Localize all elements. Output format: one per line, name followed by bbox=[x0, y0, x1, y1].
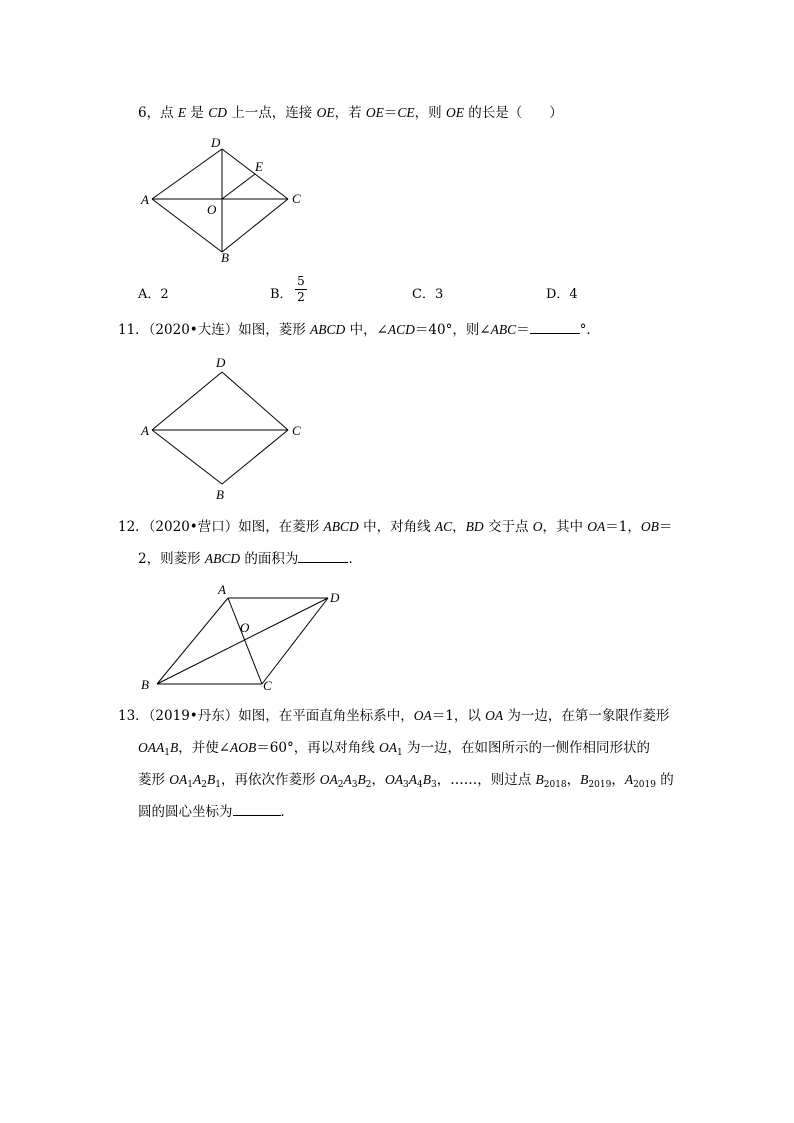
option-b-denominator: 2 bbox=[297, 290, 305, 304]
option-a: A．2 bbox=[138, 287, 169, 302]
segment-oa: OA bbox=[587, 519, 606, 534]
q12-stem-line1 bbox=[118, 518, 672, 536]
label-a: A bbox=[141, 423, 149, 438]
subscript: 3 bbox=[403, 780, 409, 790]
text: 上一点，连接 bbox=[227, 105, 317, 121]
shape-label: A bbox=[408, 772, 417, 787]
subscript: 2019 bbox=[588, 780, 612, 790]
angle-abc: ABC bbox=[490, 322, 517, 337]
text: ，若 bbox=[334, 105, 366, 121]
point-o: O bbox=[532, 519, 543, 534]
angle-acd: ACD bbox=[387, 322, 415, 337]
text: 交于点 bbox=[483, 519, 533, 535]
text: ，……，则过点 bbox=[436, 772, 536, 788]
text: ． bbox=[280, 804, 294, 820]
shape-label: B bbox=[169, 740, 179, 755]
label-b: B bbox=[221, 250, 229, 265]
text: ，则 bbox=[414, 105, 446, 121]
segment-ob: OB bbox=[640, 519, 659, 534]
q10-figure-labels bbox=[140, 135, 301, 265]
text: ＝60°，再以对角线 bbox=[256, 740, 380, 756]
diagonal-ac bbox=[228, 598, 262, 684]
shape-abcd: ABCD bbox=[204, 551, 241, 566]
text: ，再依次作菱形 bbox=[221, 772, 320, 788]
text: 是 bbox=[186, 105, 209, 121]
segment-oe: OE bbox=[365, 105, 384, 120]
segment-ad bbox=[152, 149, 222, 199]
text: ＝ bbox=[516, 322, 530, 338]
text: 中，对角线 bbox=[358, 519, 435, 535]
q12-figure bbox=[157, 598, 328, 684]
option-b-numerator: 5 bbox=[297, 274, 305, 288]
shape-label: OA bbox=[319, 772, 338, 787]
q13-stem-line2 bbox=[138, 739, 650, 757]
segment-ce: CE bbox=[397, 105, 415, 120]
label-d: D bbox=[216, 355, 226, 370]
label-b: B bbox=[141, 677, 149, 692]
option-d: D．4 bbox=[546, 287, 578, 302]
text: ， bbox=[452, 519, 466, 535]
label-e: E bbox=[255, 159, 263, 174]
subscript: 3 bbox=[430, 780, 437, 790]
subscript: 1 bbox=[187, 780, 194, 790]
text: ＝ bbox=[658, 519, 673, 535]
segment-oe: OE bbox=[316, 105, 335, 120]
answer-blank bbox=[530, 321, 580, 334]
segment-dc bbox=[262, 598, 328, 684]
label-c: C bbox=[292, 191, 301, 206]
subscript: 4 bbox=[416, 780, 423, 790]
segment-ad bbox=[152, 372, 222, 430]
text: 2，则菱形 bbox=[138, 551, 205, 567]
label-d: D bbox=[211, 135, 221, 150]
subscript: 3 bbox=[351, 780, 358, 790]
segment-cb bbox=[222, 430, 288, 484]
q13-stem-line3 bbox=[138, 771, 674, 789]
text: 圆的圆心坐标为 bbox=[138, 804, 233, 820]
q13-stem-line4 bbox=[138, 803, 294, 821]
subscript: 2 bbox=[201, 780, 208, 790]
text: 菱形 bbox=[138, 772, 170, 788]
shape-label: A bbox=[193, 772, 202, 787]
text: 13．（2019•丹东）如图，在平面直角坐标系中， bbox=[118, 708, 414, 724]
text: 11．（2020•大连）如图，菱形 bbox=[118, 322, 311, 338]
subscript: 1 bbox=[215, 780, 221, 790]
point-label: B bbox=[580, 772, 589, 787]
shape-label: B bbox=[207, 772, 216, 787]
diagonal-ac-label: AC bbox=[434, 519, 453, 534]
q11-stem bbox=[118, 321, 600, 339]
text: ＝1， bbox=[605, 519, 641, 535]
text: °． bbox=[579, 322, 600, 338]
point-e: E bbox=[177, 105, 187, 120]
text: ，其中 bbox=[542, 519, 588, 535]
text: 的长是（ ） bbox=[463, 105, 563, 121]
label-c: C bbox=[292, 423, 301, 438]
segment-ba bbox=[157, 598, 228, 684]
segment-cb bbox=[222, 199, 288, 252]
q12-stem-line2 bbox=[138, 550, 362, 568]
text: ，并使∠ bbox=[178, 740, 231, 756]
text: ， bbox=[611, 772, 625, 788]
text: 6，点 bbox=[138, 105, 178, 121]
diagonal-bd-label: BD bbox=[465, 519, 484, 534]
option-c: C．3 bbox=[412, 287, 444, 302]
segment-oe bbox=[222, 174, 255, 199]
q12-figure-labels bbox=[141, 582, 340, 693]
label-a: A bbox=[141, 192, 149, 207]
label-a: A bbox=[218, 582, 226, 597]
text: 为一边，在如图所示的一侧作相同形状的 bbox=[402, 740, 651, 756]
q11-figure bbox=[152, 372, 288, 484]
answer-blank bbox=[298, 550, 348, 563]
angle-aob: AOB bbox=[230, 740, 257, 755]
shape-label: A bbox=[343, 772, 352, 787]
subscript: 2018 bbox=[543, 780, 567, 790]
segment-oa: OA bbox=[485, 708, 504, 723]
shape-label: B bbox=[357, 772, 366, 787]
segment-cd: CD bbox=[208, 105, 227, 120]
text: 的面积为 bbox=[240, 551, 299, 567]
text: 中，∠ bbox=[345, 322, 388, 338]
point-label: A bbox=[624, 772, 634, 787]
text: ． bbox=[348, 551, 362, 567]
segment-label: OA bbox=[379, 740, 398, 755]
diagonal-bd bbox=[157, 598, 328, 684]
q10-figure bbox=[152, 149, 288, 252]
subscript: 2 bbox=[365, 780, 372, 790]
segment-dc bbox=[222, 372, 288, 430]
segment-oa: OA bbox=[413, 708, 432, 723]
shape-label: OAA bbox=[138, 740, 165, 755]
text: ＝1，以 bbox=[431, 708, 486, 724]
answer-blank bbox=[233, 803, 281, 816]
subscript: 1 bbox=[164, 748, 170, 758]
shape-label: OA bbox=[169, 772, 188, 787]
label-d: D bbox=[330, 590, 340, 605]
subscript: 2 bbox=[337, 780, 344, 790]
text: ， bbox=[566, 772, 581, 788]
segment-ba bbox=[152, 430, 222, 484]
subscript: 2019 bbox=[633, 780, 656, 790]
point-label: B bbox=[535, 772, 544, 787]
q13-stem-line1 bbox=[118, 707, 669, 725]
label-b: B bbox=[216, 487, 224, 502]
text: 12．（2020•营口）如图，在菱形 bbox=[118, 519, 324, 535]
text: ＝ bbox=[383, 105, 398, 121]
shape-label: B bbox=[422, 772, 431, 787]
shape-abcd: ABCD bbox=[310, 322, 346, 337]
segment-oe: OE bbox=[445, 105, 464, 120]
option-b-prefix: B． bbox=[270, 287, 293, 302]
label-o: O bbox=[240, 620, 250, 635]
text: ＝40°，则∠ bbox=[414, 322, 491, 338]
q11-figure-labels bbox=[140, 355, 301, 502]
subscript: 1 bbox=[397, 748, 403, 758]
text: ， bbox=[371, 772, 385, 788]
label-o: O bbox=[207, 202, 217, 217]
shape-abcd: ABCD bbox=[323, 519, 359, 534]
text: 的 bbox=[655, 772, 674, 788]
label-c: C bbox=[263, 678, 272, 693]
text: 为一边，在第一象限作菱形 bbox=[503, 708, 670, 724]
shape-label: OA bbox=[385, 772, 403, 787]
